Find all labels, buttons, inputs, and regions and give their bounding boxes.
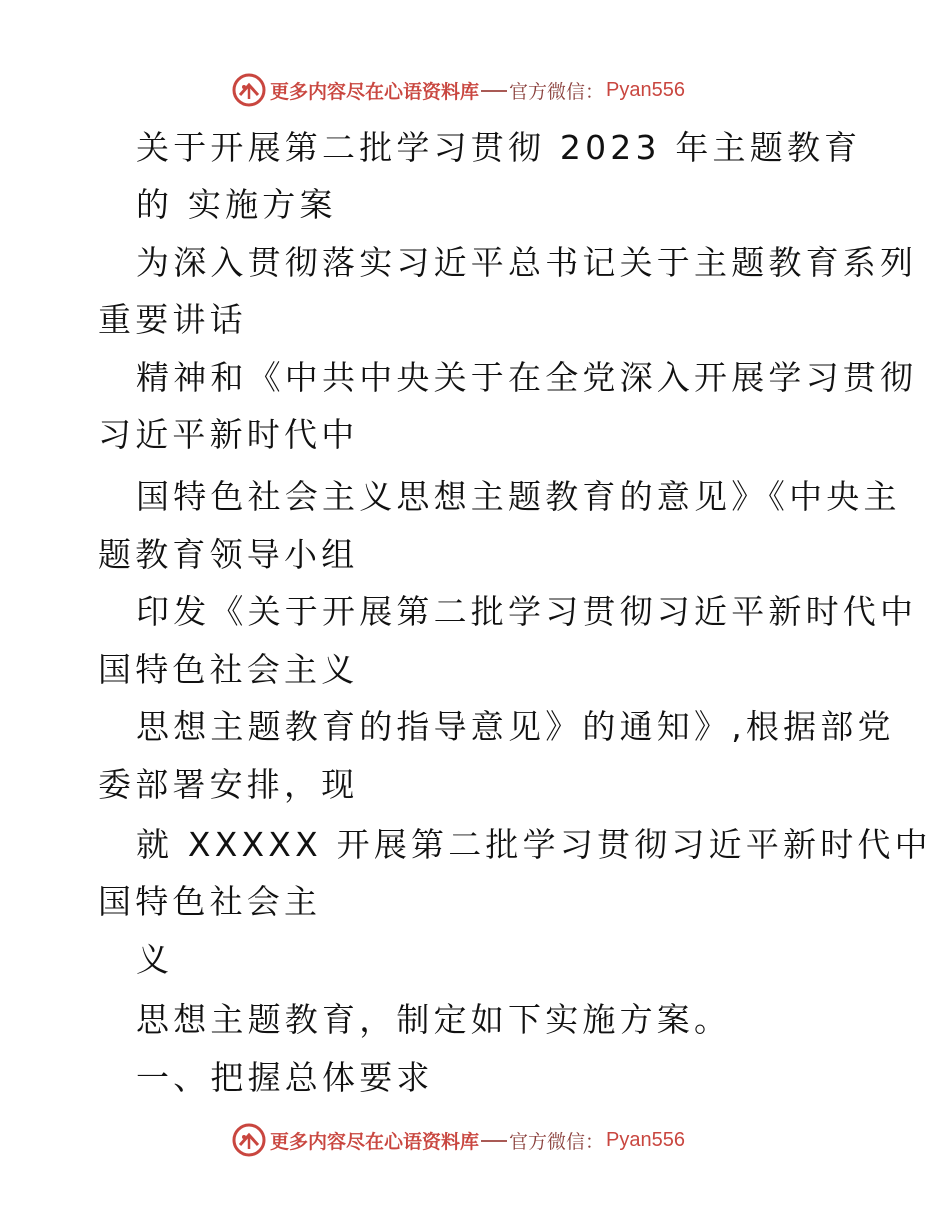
doc-line: 题教育领导小组 bbox=[98, 535, 359, 574]
doc-line: 思想主题教育，制定如下实施方案。 bbox=[136, 1000, 732, 1039]
doc-line: 印发《关于开展第二批学习贯彻习近平新时代中 bbox=[136, 592, 918, 631]
doc-line: 国特色社会主义思想主题教育的意见》《中央主 bbox=[136, 477, 901, 516]
book-logo-icon bbox=[232, 1123, 266, 1157]
watermark-official-label: 官方微信： bbox=[509, 1130, 605, 1153]
watermark-dash bbox=[481, 1140, 507, 1142]
watermark-wechat-id: Pyan556 bbox=[606, 78, 685, 101]
doc-line: 义 bbox=[136, 940, 174, 979]
doc-line: 思想主题教育的指导意见》的通知》,根据部党 bbox=[136, 707, 895, 746]
watermark-brand: 更多内容尽在心语资料库 bbox=[270, 80, 480, 103]
watermark-footer bbox=[232, 1122, 685, 1158]
watermark-wechat-id: Pyan556 bbox=[606, 1128, 685, 1151]
doc-line: 国特色社会主 bbox=[98, 882, 322, 921]
doc-line: 习近平新时代中 bbox=[98, 415, 359, 454]
watermark-dash bbox=[481, 90, 507, 92]
doc-section-heading: 一、把握总体要求 bbox=[136, 1058, 434, 1097]
doc-line: 精神和《中共中央关于在全党深入开展学习贯彻 bbox=[136, 358, 918, 397]
doc-line: 重要讲话 bbox=[98, 300, 247, 339]
doc-line: 国特色社会主义 bbox=[98, 650, 359, 689]
doc-line: 为深入贯彻落实习近平总书记关于主题教育系列 bbox=[136, 243, 918, 282]
watermark-brand: 更多内容尽在心语资料库 bbox=[270, 1130, 480, 1153]
book-logo-icon bbox=[232, 73, 266, 107]
doc-line: 委部署安排，现 bbox=[98, 765, 359, 804]
watermark-header bbox=[232, 72, 685, 108]
doc-title-line-1: 关于开展第二批学习贯彻 2023 年主题教育 bbox=[136, 128, 862, 167]
doc-title-line-2: 的 实施方案 bbox=[136, 185, 337, 224]
watermark-official-label: 官方微信： bbox=[509, 80, 605, 103]
doc-line: 就 XXXXX 开展第二批学习贯彻习近平新时代中 bbox=[136, 825, 932, 864]
